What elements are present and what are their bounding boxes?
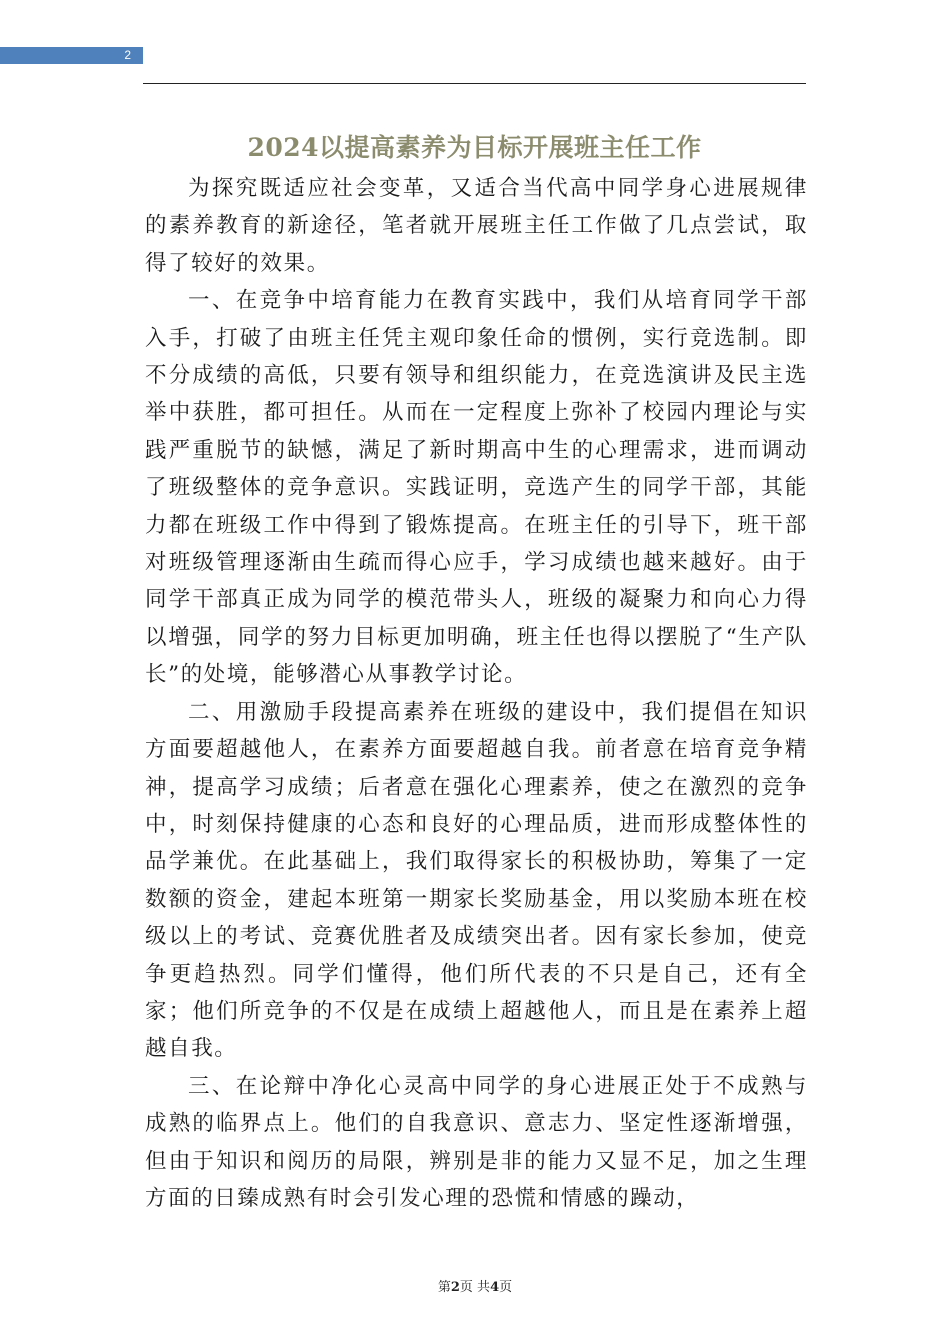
document-title: 2024以提高素养为目标开展班主任工作 [247, 133, 702, 162]
footer-current-page: 2 [450, 1280, 460, 1295]
footer-total-pages: 4 [490, 1280, 500, 1295]
page-footer [0, 1276, 950, 1295]
footer-suffix: 页 [499, 1280, 513, 1295]
paragraph-intro: 为探究既适应社会变革，又适合当代高中同学身心进展规律的素养教育的新途径，笔者就开展班主任工作做了几点尝试，取得了较好的效果。 [145, 176, 808, 276]
page-number-tab [0, 47, 143, 64]
document-body [145, 170, 808, 1217]
paragraph-section-3: 三、在论辩中净化心灵高中同学的身心进展正处于不成熟与成熟的临界点上。他们的自我意识、意志力、坚定性逐渐增强，但由于知识和阅历的局限，辨别是非的能力又显不足，加之生理方面的日臻成熟有时会引发心理的恐慌和情感的躁动， [145, 1073, 808, 1211]
paragraph-section-1: 一、在竞争中培育能力在教育实践中，我们从培育同学干部入手，打破了由班主任凭主观印象任命的惯例，实行竞选制。即不分成绩的高低，只要有领导和组织能力，在竞选演讲及民主选举中获胜，都可担任。从而在一定程度上弥补了校园内理论与实践严重脱节的缺憾，满足了新时期高中生的心理需求，进而调动了班级整体的竞争意识。实践证明，竞选产生的同学干部，其能力都在班级工作中得到了锻炼提高。在班主任的引导下，班干部对班级管理逐渐由生疏而得心应手，学习成绩也越来越好。由于同学干部真正成为同学的模范带头人，班级的凝聚力和向心力得以增强，同学的努力目标更加明确，班主任也得以摆脱了“生产队长”的处境，能够潜心从事教学讨论。 [145, 288, 808, 688]
footer-middle: 页 共 [459, 1280, 491, 1295]
page-number: 2 [124, 48, 131, 62]
paragraph-section-2: 二、用激励手段提高素养在班级的建设中，我们提倡在知识方面要超越他人，在素养方面要超越自我。前者意在培育竞争精神，提高学习成绩；后者意在强化心理素养，使之在激烈的竞争中，时刻保持健康的心态和良好的心理品质，进而形成整体性的品学兼优。在此基础上，我们取得家长的积极协助，筹集了一定数额的资金，建起本班第一期家长奖励基金，用以奖励本班在校级以上的考试、竞赛优胜者及成绩突出者。因有家长参加，使竞争更趋热烈。同学们懂得，他们所代表的不只是自己，还有全家；他们所竞争的不仅是在成绩上超越他人，而且是在素养上超越自我。 [145, 699, 808, 1062]
footer-prefix: 第 [437, 1280, 451, 1295]
header-divider [143, 83, 806, 84]
